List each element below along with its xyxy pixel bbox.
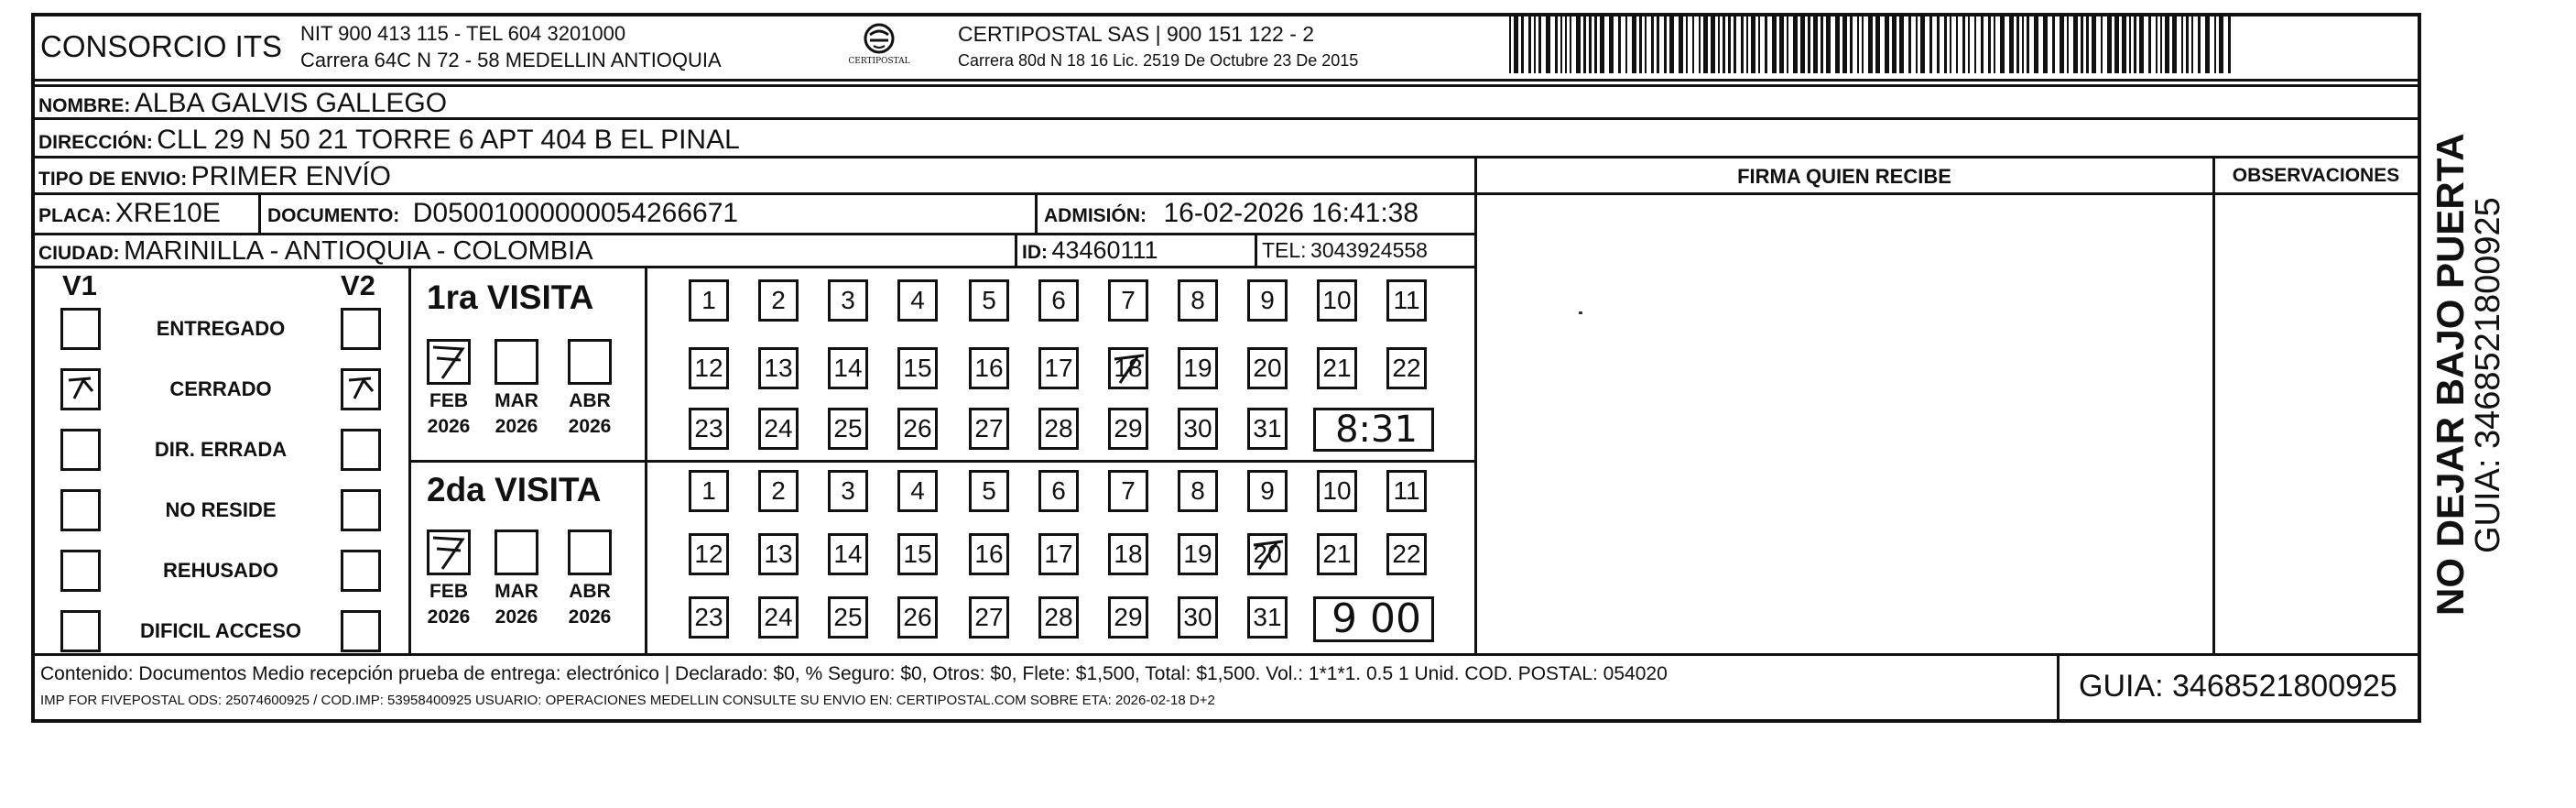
- side-warning: NO DEJAR BAJO PUERTA: [2429, 133, 2472, 616]
- day-checkbox[interactable]: 14: [828, 347, 868, 389]
- day-checkbox[interactable]: 21: [1317, 533, 1357, 575]
- document-cell: [267, 198, 738, 229]
- day-checkbox[interactable]: 7: [1108, 470, 1148, 512]
- day-checkbox[interactable]: 6: [1038, 279, 1079, 322]
- day-checkbox[interactable]: 29: [1108, 408, 1148, 450]
- day-checkbox[interactable]: 27: [969, 408, 1009, 450]
- day-checkbox[interactable]: 2: [758, 279, 799, 322]
- document-number: D05001000000054266671: [412, 198, 739, 228]
- month-checkbox-feb[interactable]: [427, 530, 471, 575]
- day-checkbox[interactable]: 10: [1317, 279, 1357, 322]
- check-mark-icon: [429, 342, 468, 382]
- day-checkbox[interactable]: 20: [1247, 347, 1288, 389]
- side-guide-number: GUIA: 3468521800925: [2469, 197, 2507, 553]
- first-visit-title: 1ra VISITA: [427, 278, 594, 316]
- plate-label: PLACA:: [38, 205, 112, 226]
- month-checkbox-mar[interactable]: [495, 339, 538, 385]
- day-checkbox[interactable]: 26: [897, 408, 938, 450]
- v1-label: V1: [62, 269, 97, 301]
- month-label: MAR: [495, 581, 538, 602]
- status-option-label: DIR. ERRADA: [154, 438, 288, 461]
- day-checkbox[interactable]: 31: [1247, 408, 1288, 450]
- day-checkbox[interactable]: 12: [689, 533, 729, 575]
- v1-checkbox[interactable]: [60, 550, 101, 592]
- first-visit-time-box: [1313, 408, 1434, 452]
- month-checkbox-mar[interactable]: [495, 530, 538, 575]
- month-label: ABR: [569, 581, 611, 602]
- v1-checkbox[interactable]: [60, 610, 101, 652]
- print-info-line: IMP FOR FIVEPOSTAL ODS: 25074600925 / COD.IMP: 53958400925 USUARIO: OPERACIONES MEDELLIN CONSULTE SU ENVIO EN: CERTIPOSTAL.COM SOBRE ETA: 2026-02-18 D+2: [40, 693, 1215, 708]
- admission-cell: [1044, 198, 1418, 229]
- tel-number: 3043924558: [1310, 238, 1428, 262]
- id-cell: [1022, 236, 1158, 265]
- contents-line: Contenido: Documentos Medio recepción prueba de entrega: electrónico | Declarado: $0, % Seguro: $0, Otros: $0, Flete: $1,500, Total: $1,500. Vol.: 1*1*1. 0.5 1 Unid. COD. POSTAL: 054020: [40, 663, 1668, 684]
- carrier-name: CERTIPOSTAL SAS | 900 151 122 - 2: [958, 22, 1315, 46]
- year-label: 2026: [495, 606, 538, 628]
- day-checkbox[interactable]: 27: [969, 596, 1009, 639]
- v1-checkbox[interactable]: [60, 429, 101, 471]
- day-checkbox[interactable]: 1: [689, 279, 729, 322]
- check-mark-icon: [343, 371, 378, 408]
- status-option-label: NO RESIDE: [165, 498, 277, 521]
- day-checkbox[interactable]: 8: [1178, 470, 1218, 512]
- strike-mark-icon: [1111, 350, 1147, 388]
- day-checkbox[interactable]: 2: [758, 470, 799, 512]
- day-checkbox[interactable]: 17: [1038, 533, 1079, 575]
- plate: XRE10E: [114, 198, 221, 228]
- v1-checkbox[interactable]: [60, 368, 101, 410]
- address-label: DIRECCIÓN:: [38, 132, 153, 153]
- month-checkbox-abr[interactable]: [568, 530, 612, 575]
- day-checkbox[interactable]: 18: [1108, 533, 1148, 575]
- name-label: NOMBRE:: [38, 95, 131, 116]
- recipient-address: CLL 29 N 50 21 TORRE 6 APT 404 B EL PINAL: [157, 125, 740, 155]
- month-label: FEB: [429, 390, 468, 411]
- day-checkbox[interactable]: 14: [828, 533, 868, 575]
- v2-checkbox[interactable]: [341, 550, 381, 592]
- day-checkbox[interactable]: 4: [897, 279, 938, 322]
- month-label: ABR: [569, 390, 611, 411]
- tel-label: TEL:: [1262, 238, 1307, 262]
- admission-label: ADMISIÓN:: [1044, 205, 1147, 226]
- month-checkbox-feb[interactable]: [427, 339, 471, 385]
- company-name: CONSORCIO ITS: [40, 29, 283, 63]
- day-checkbox[interactable]: 5: [969, 279, 1009, 322]
- day-checkbox[interactable]: 28: [1038, 596, 1079, 639]
- first-visit-time: 8:31: [1335, 409, 1418, 451]
- status-option-label: CERRADO: [169, 377, 272, 400]
- day-checkbox[interactable]: 24: [758, 408, 799, 450]
- day-checkbox[interactable]: 17: [1038, 347, 1079, 389]
- day-checkbox[interactable]: 30: [1178, 596, 1218, 639]
- day-checkbox[interactable]: 23: [689, 596, 729, 639]
- second-visit-time: 9 00: [1331, 595, 1421, 642]
- day-checkbox[interactable]: 29: [1108, 596, 1148, 639]
- document-label: DOCUMENTO:: [267, 205, 400, 226]
- v1-checkbox[interactable]: [60, 489, 101, 531]
- day-checkbox[interactable]: 13: [758, 533, 799, 575]
- day-checkbox[interactable]: 25: [828, 596, 868, 639]
- day-checkbox[interactable]: 26: [897, 596, 938, 639]
- day-checkbox[interactable]: 30: [1178, 408, 1218, 450]
- company-nit-tel: NIT 900 413 115 - TEL 604 3201000: [300, 22, 626, 45]
- day-checkbox[interactable]: 7: [1108, 279, 1148, 322]
- strike-mark-icon: [1250, 536, 1287, 574]
- company-address: Carrera 64C N 72 - 58 MEDELLIN ANTIOQUIA: [300, 49, 722, 71]
- day-checkbox[interactable]: 9: [1247, 470, 1288, 512]
- day-checkbox[interactable]: 28: [1038, 408, 1079, 450]
- logo-text: CERTIPOSTAL: [848, 57, 910, 66]
- day-checkbox[interactable]: 4: [897, 470, 938, 512]
- day-checkbox[interactable]: 16: [969, 347, 1009, 389]
- footer-guide-number: GUIA: 3468521800925: [2079, 669, 2397, 704]
- status-option-label: REHUSADO: [163, 559, 278, 582]
- day-checkbox[interactable]: 31: [1247, 596, 1288, 639]
- day-checkbox[interactable]: 11: [1386, 279, 1427, 322]
- day-checkbox[interactable]: 21: [1317, 347, 1357, 389]
- ship-type: PRIMER ENVÍO: [190, 161, 392, 191]
- check-mark-icon: [429, 532, 468, 573]
- city: MARINILLA - ANTIOQUIA - COLOMBIA: [124, 236, 593, 266]
- year-label: 2026: [427, 416, 471, 437]
- second-visit-title: 2da VISITA: [427, 471, 602, 508]
- day-checkbox[interactable]: 10: [1317, 470, 1357, 512]
- admission-date: 16-02-2026 16:41:38: [1163, 198, 1419, 228]
- day-checkbox[interactable]: 20: [1247, 533, 1288, 575]
- observations-header: OBSERVACIONES: [2232, 165, 2400, 186]
- day-checkbox[interactable]: 16: [969, 533, 1009, 575]
- city-label: CIUDAD:: [38, 243, 120, 264]
- day-checkbox[interactable]: 6: [1038, 470, 1079, 512]
- address-row: [38, 125, 740, 156]
- status-option-label: DIFICIL ACCESO: [139, 619, 301, 642]
- v2-checkbox[interactable]: [341, 429, 381, 471]
- day-checkbox[interactable]: 3: [828, 470, 868, 512]
- day-checkbox[interactable]: 8: [1178, 279, 1218, 322]
- v2-checkbox[interactable]: [341, 610, 381, 652]
- day-checkbox[interactable]: 23: [689, 408, 729, 450]
- carrier-address: Carrera 80d N 18 16 Lic. 2519 De Octubre 23 De 2015: [958, 51, 1359, 70]
- v2-checkbox[interactable]: [341, 368, 381, 410]
- year-label: 2026: [495, 416, 538, 437]
- signature-dot: [1579, 311, 1582, 314]
- day-checkbox[interactable]: 19: [1178, 533, 1218, 575]
- month-label: MAR: [495, 390, 538, 411]
- day-checkbox[interactable]: 15: [897, 533, 938, 575]
- id-number: 43460111: [1051, 236, 1158, 264]
- id-label: ID:: [1022, 242, 1048, 263]
- v2-label: V2: [341, 269, 375, 301]
- month-label: FEB: [429, 581, 468, 602]
- day-checkbox[interactable]: 13: [758, 347, 799, 389]
- day-checkbox[interactable]: 22: [1386, 347, 1427, 389]
- day-checkbox[interactable]: 11: [1386, 470, 1427, 512]
- status-option-label: ENTREGADO: [156, 317, 286, 340]
- ship-type-row: [38, 161, 391, 192]
- name-row: [38, 88, 447, 119]
- ship-type-label: TIPO DE ENVIO:: [38, 169, 188, 190]
- day-checkbox[interactable]: 15: [897, 347, 938, 389]
- v2-checkbox[interactable]: [341, 489, 381, 531]
- v2-checkbox[interactable]: [341, 308, 381, 350]
- check-mark-icon: [63, 371, 98, 408]
- month-checkbox-abr[interactable]: [568, 339, 612, 385]
- year-label: 2026: [568, 416, 612, 437]
- recipient-name: ALBA GALVIS GALLEGO: [134, 88, 448, 118]
- day-checkbox[interactable]: 18: [1108, 347, 1148, 389]
- day-checkbox[interactable]: 19: [1178, 347, 1218, 389]
- day-checkbox[interactable]: 1: [689, 470, 729, 512]
- city-cell: [38, 236, 593, 267]
- day-checkbox[interactable]: 12: [689, 347, 729, 389]
- year-label: 2026: [568, 606, 612, 628]
- signature-header: FIRMA QUIEN RECIBE: [1737, 165, 1951, 188]
- day-checkbox[interactable]: 25: [828, 408, 868, 450]
- day-checkbox[interactable]: 24: [758, 596, 799, 639]
- tel-cell: [1262, 238, 1428, 263]
- plate-cell: [38, 198, 221, 229]
- day-checkbox[interactable]: 9: [1247, 279, 1288, 322]
- day-checkbox[interactable]: 22: [1386, 533, 1427, 575]
- v1-checkbox[interactable]: [60, 308, 101, 350]
- year-label: 2026: [427, 606, 471, 628]
- second-visit-time-box: [1313, 596, 1434, 642]
- day-checkbox[interactable]: 5: [969, 470, 1009, 512]
- day-checkbox[interactable]: 3: [828, 279, 868, 322]
